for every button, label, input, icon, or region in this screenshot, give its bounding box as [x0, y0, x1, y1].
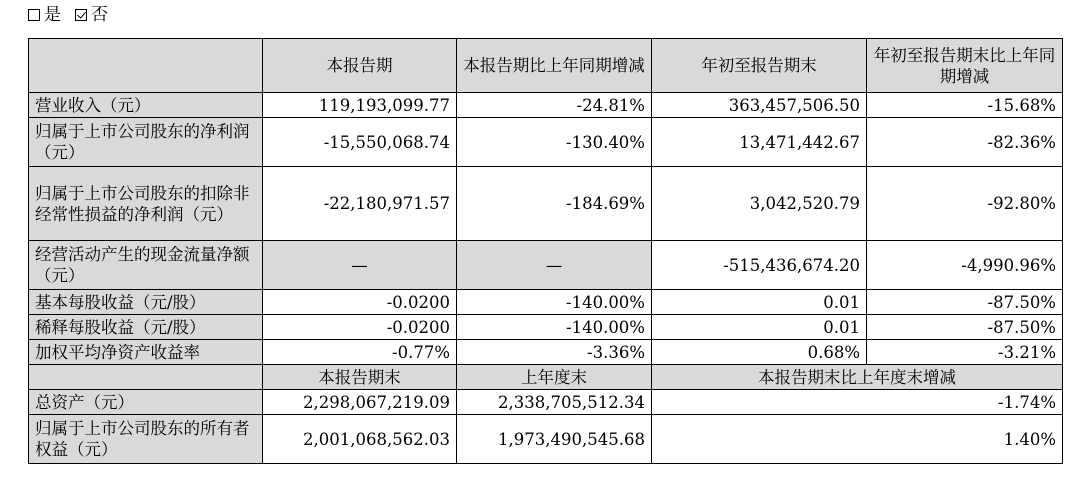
table-cell: -140.00%	[457, 315, 652, 340]
table-cell: -82.36%	[867, 118, 1063, 167]
corner-cell	[29, 39, 263, 93]
column-header: 本报告期	[263, 39, 457, 93]
table-cell: 2,298,067,219.09	[263, 390, 457, 415]
table-cell: 0.01	[652, 290, 867, 315]
table-row	[29, 241, 1063, 290]
column-header: 本报告期比上年同期增减	[457, 39, 652, 93]
table-row	[29, 390, 1063, 415]
table-cell: -1.74%	[652, 390, 1063, 415]
table-cell: 13,471,442.67	[652, 118, 867, 167]
table-row	[29, 290, 1063, 315]
table-cell: -3.36%	[457, 340, 652, 365]
table-row	[29, 167, 1063, 241]
table-cell: 1,973,490,545.68	[457, 415, 652, 464]
row-label: 营业收入（元）	[29, 93, 263, 118]
column-header: 本报告期末	[263, 365, 457, 390]
checkbox-yes-label: 是	[44, 5, 61, 25]
table-cell: 2,338,705,512.34	[457, 390, 652, 415]
corner-cell	[29, 365, 263, 390]
table-cell: 363,457,506.50	[652, 93, 867, 118]
table-cell: -22,180,971.57	[263, 167, 457, 241]
table-cell: 1.40%	[652, 415, 1063, 464]
table-row	[29, 93, 1063, 118]
table-header-row	[29, 39, 1063, 93]
row-label: 基本每股收益（元/股）	[29, 290, 263, 315]
row-label: 稀释每股收益（元/股）	[29, 315, 263, 340]
column-header: 上年度末	[457, 365, 652, 390]
column-header: 年初至报告期末比上年同期增减	[867, 39, 1063, 93]
table-cell: 119,193,099.77	[263, 93, 457, 118]
table-cell: -15,550,068.74	[263, 118, 457, 167]
checkbox-yes[interactable]	[28, 9, 40, 21]
table-row	[29, 118, 1063, 167]
table-cell: -184.69%	[457, 167, 652, 241]
table-cell: 0.68%	[652, 340, 867, 365]
row-label: 加权平均净资产收益率	[29, 340, 263, 365]
column-header: 年初至报告期末	[652, 39, 867, 93]
financial-data-table	[28, 38, 1063, 464]
table-cell: 2,001,068,562.03	[263, 415, 457, 464]
table-row	[29, 415, 1063, 464]
table-row	[29, 315, 1063, 340]
table-cell: -515,436,674.20	[652, 241, 867, 290]
row-label: 归属于上市公司股东的所有者权益（元）	[29, 415, 263, 464]
table-cell: —	[263, 241, 457, 290]
checkbox-no-label: 否	[91, 5, 108, 25]
table-cell: -140.00%	[457, 290, 652, 315]
table-cell: 3,042,520.79	[652, 167, 867, 241]
yes-no-checkboxes	[28, 5, 118, 25]
row-label: 归属于上市公司股东的扣除非经常性损益的净利润（元）	[29, 167, 263, 241]
table-cell: -0.77%	[263, 340, 457, 365]
table-cell: -92.80%	[867, 167, 1063, 241]
table-cell: -0.0200	[263, 290, 457, 315]
table-cell: 0.01	[652, 315, 867, 340]
row-label: 经营活动产生的现金流量净额（元）	[29, 241, 263, 290]
table-subheader-row	[29, 365, 1063, 390]
checkbox-no[interactable]	[75, 9, 87, 21]
table-cell: -0.0200	[263, 315, 457, 340]
row-label: 归属于上市公司股东的净利润（元）	[29, 118, 263, 167]
table-cell: -4,990.96%	[867, 241, 1063, 290]
row-label: 总资产（元）	[29, 390, 263, 415]
table-cell: -87.50%	[867, 290, 1063, 315]
table-cell: -24.81%	[457, 93, 652, 118]
table-cell: -87.50%	[867, 315, 1063, 340]
column-header: 本报告期末比上年度末增减	[652, 365, 1063, 390]
table-cell: -15.68%	[867, 93, 1063, 118]
table-cell: -130.40%	[457, 118, 652, 167]
table-cell: —	[457, 241, 652, 290]
table-row	[29, 340, 1063, 365]
table-cell: -3.21%	[867, 340, 1063, 365]
